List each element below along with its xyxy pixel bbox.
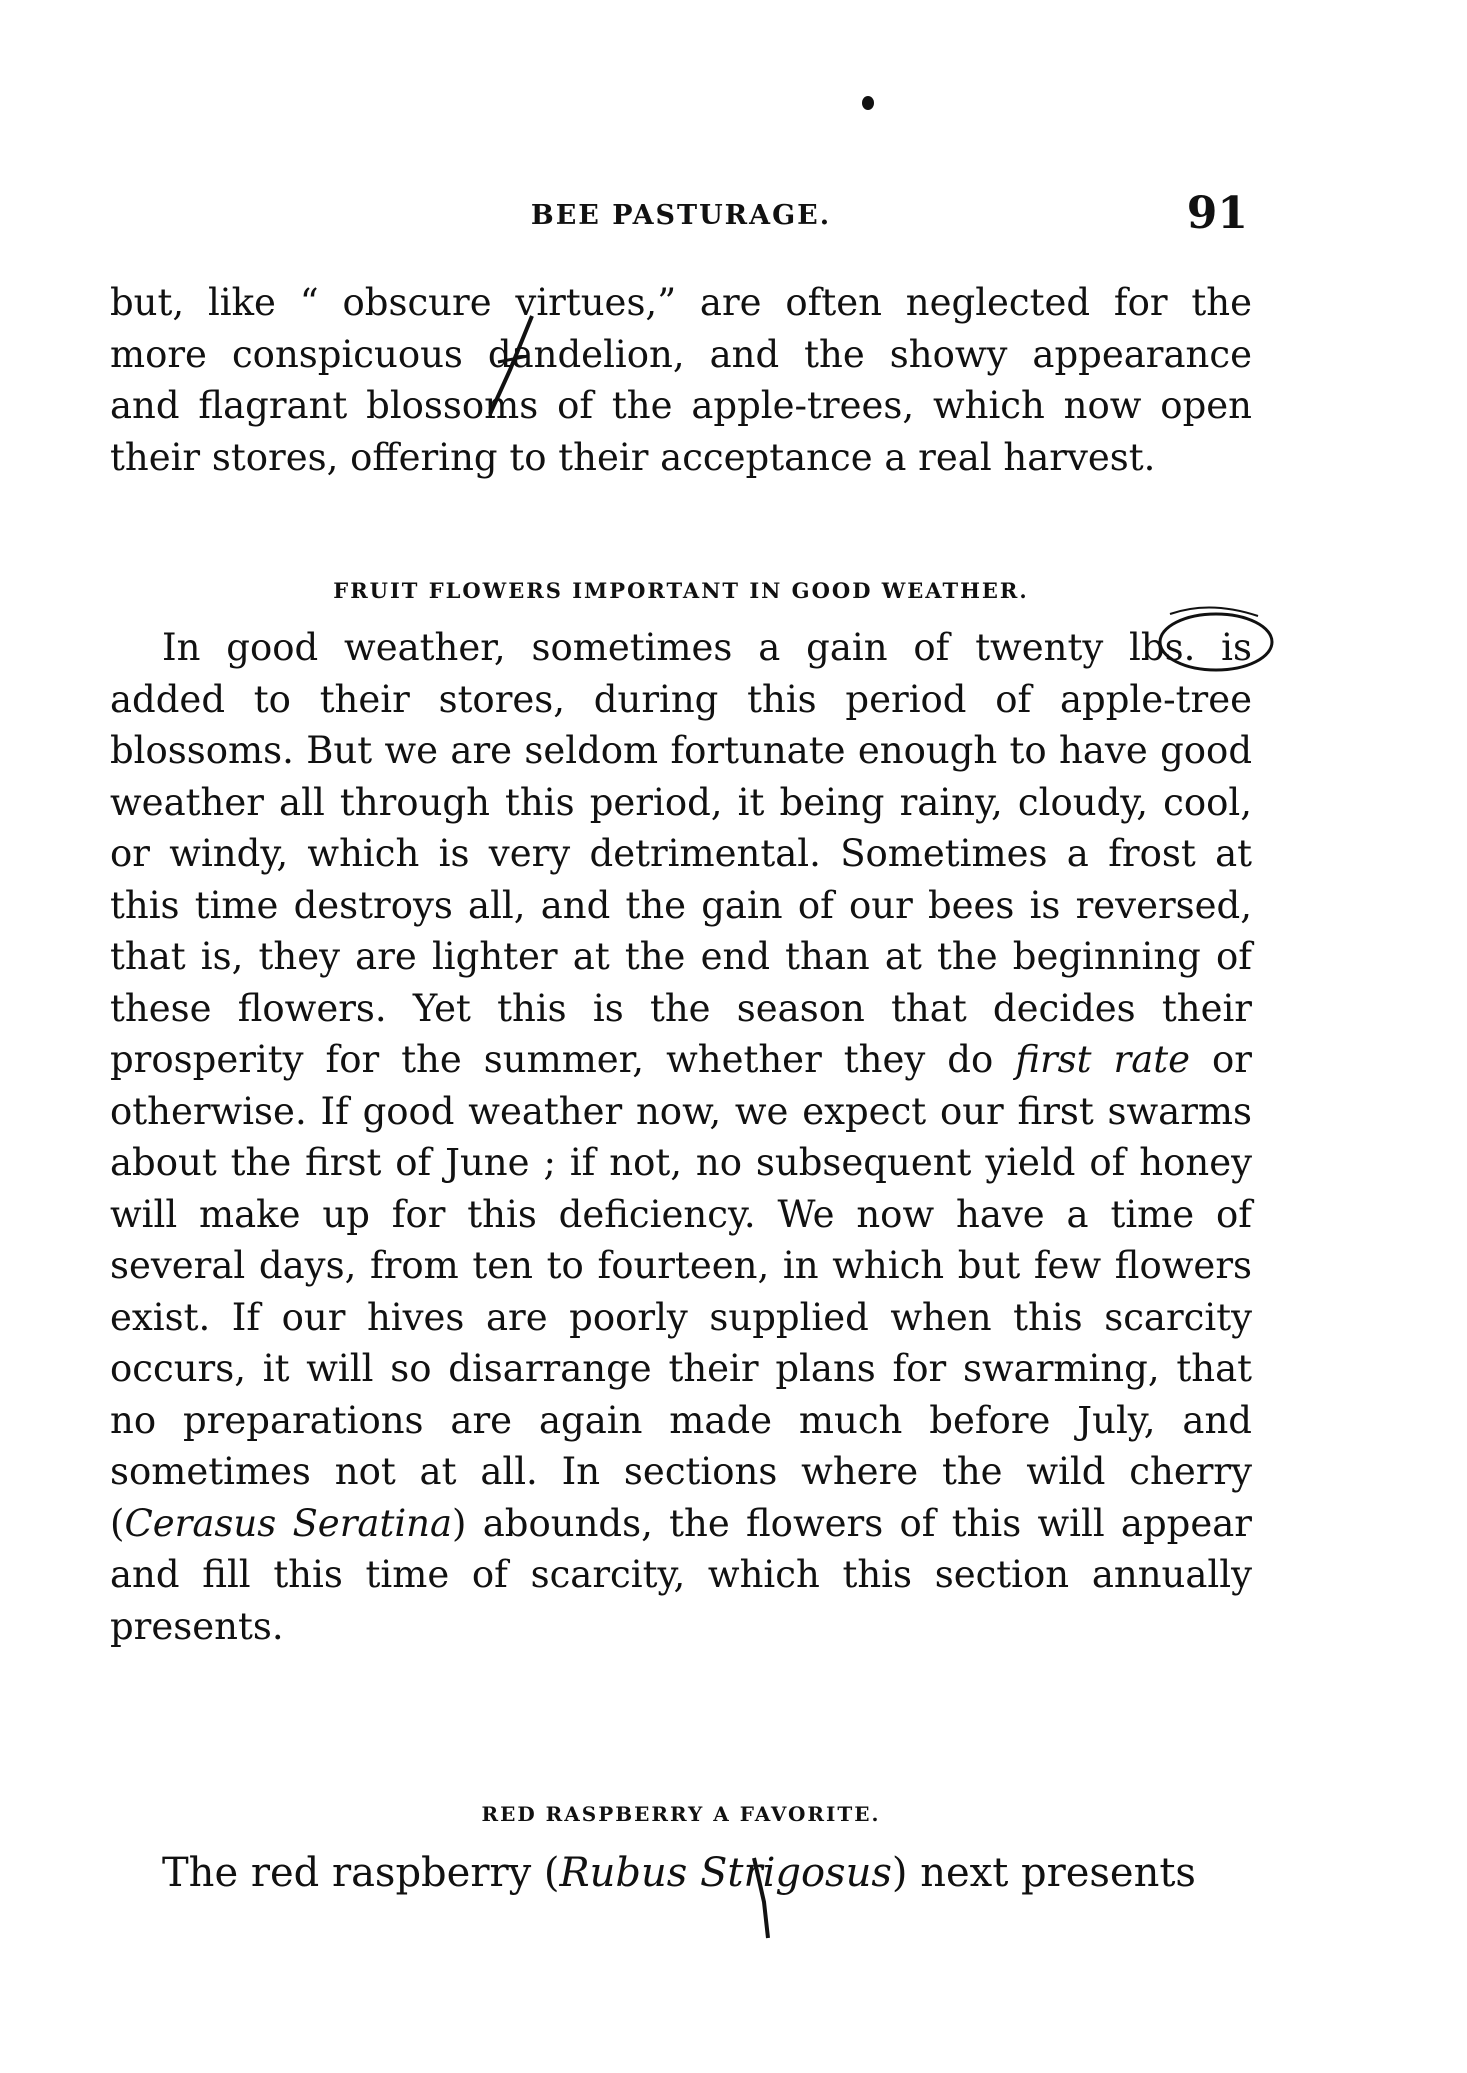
latin-name: Rubus Strigosus [559, 1850, 892, 1896]
paragraph-continuation: but, like “ obscure virtues,” are often neglected for the more conspicuous dandelion, and the showy appearance and flagrant blossoms of the apple-trees, which now open their stores, offering to their acceptance a real harvest. [110, 281, 1252, 479]
page-header [110, 188, 1252, 248]
section-heading-fruit-flowers: FRUIT FLOWERS IMPORTANT IN GOOD WEATHER. [333, 578, 1029, 603]
paragraph-text: In good weather, sometimes a gain of twenty lbs. is added to their stores, during this period of apple-tree blossoms. But we are seldom fortunate enough to have good weather all through this period, it being rainy, cloudy, cool, or windy, which is very detrimental. Sometimes a frost at this time destroys all, and the gain of our bees is reversed, that is, they are lighter at the end than at the beginning of these flowers. Yet this is the season that decides their prosperity for the summer, whether they do [110, 626, 1252, 1081]
paragraph-text: or otherwise. If good weather now, we expect our first swarms about the first of June ; if not, no subsequent yield of honey will make up for this deficiency. We now have a time of several days, from ten to fourteen, in which but few flowers exist. If our hives are poorly supplied when this scarcity occurs, it will so disarrange their plans for swarming, that no preparations are again made much before July, and sometimes not at all. In sections where the wild cherry ( [110, 1038, 1252, 1545]
running-head: BEE PASTURAGE. [530, 200, 832, 231]
paragraph-text: ) next presents [891, 1850, 1196, 1896]
italic-phrase: first rate [1015, 1038, 1191, 1081]
page-number: 91 [1186, 188, 1248, 239]
section-heading-red-raspberry: RED RASPBERRY A FAVORITE. [481, 1802, 881, 1826]
latin-name: Cerasus Seratina [124, 1501, 453, 1545]
paragraph-red-raspberry [110, 1848, 1252, 1900]
paragraph-text: The red raspberry ( [162, 1850, 560, 1896]
paragraph-fruit-flowers [110, 622, 1252, 1652]
ink-spot [862, 96, 874, 110]
paragraph-text: ) abounds, the flowers of this will appear and fill this time of scarcity, which this section annually presents. [110, 1501, 1252, 1648]
